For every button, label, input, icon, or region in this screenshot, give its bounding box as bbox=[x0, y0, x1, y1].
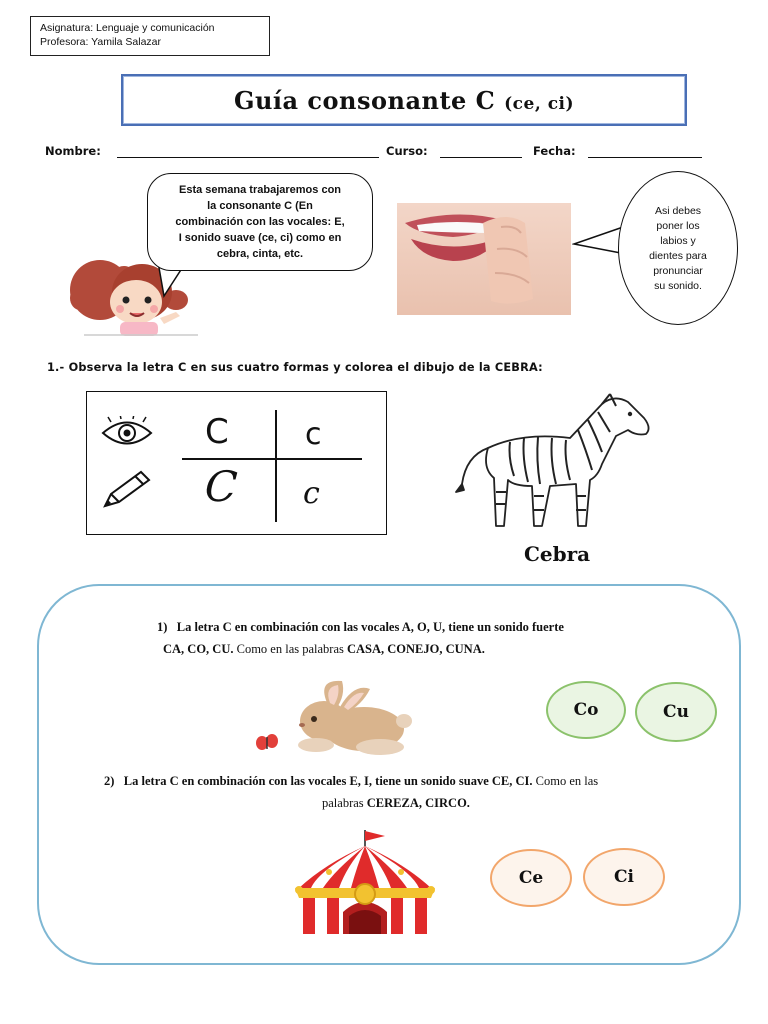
zebra-label: Cebra bbox=[524, 542, 591, 566]
rule-2-plain-b: palabras bbox=[322, 796, 367, 810]
bubble-right-line: pronunciar bbox=[653, 265, 703, 277]
name-blank[interactable] bbox=[117, 157, 379, 158]
lips-photo bbox=[397, 203, 571, 315]
name-label: Nombre: bbox=[45, 144, 101, 158]
course-label: Curso: bbox=[386, 144, 428, 158]
bubble-right-line: dientes para bbox=[649, 250, 707, 262]
syllable-cu: Cu bbox=[635, 682, 717, 742]
rule-1-plain: Como en las palabras bbox=[233, 642, 347, 656]
bubble-right-line: su sonido. bbox=[654, 280, 702, 292]
rule-1-bold-a: La letra C en combinación con las vocales A, O, U, tiene un sonido fuerte bbox=[176, 620, 564, 634]
rule-2-line-1 bbox=[104, 774, 598, 789]
letter-print-upper: C bbox=[205, 412, 229, 452]
rule-1-number: 1) bbox=[157, 620, 168, 634]
bubble-right-line: poner los bbox=[656, 220, 700, 232]
rule-1-examples: CASA, CONEJO, CUNA. bbox=[347, 642, 485, 656]
letter-print-lower: c bbox=[305, 417, 322, 452]
rule-1-bold-b: CA, CO, CU. bbox=[163, 642, 234, 656]
pencil-icon bbox=[101, 470, 153, 510]
title-main: Guía consonante C bbox=[233, 86, 496, 115]
zebra-illustration bbox=[452, 392, 658, 532]
bubble-left-line: Esta semana trabajaremos con bbox=[178, 184, 342, 196]
grid-horizontal-line bbox=[182, 458, 362, 460]
rule-2-number: 2) bbox=[104, 774, 115, 788]
worksheet-title bbox=[121, 74, 687, 126]
letter-forms-box bbox=[86, 391, 387, 535]
title-sub: (ce, ci) bbox=[504, 94, 575, 114]
bubble-left-line: cebra, cinta, etc. bbox=[216, 248, 304, 260]
circus-tent-illustration bbox=[285, 826, 445, 938]
rule-1-line-2 bbox=[163, 642, 485, 657]
student-info-row bbox=[45, 144, 715, 160]
bubble-left-line: combinación con las vocales: E, bbox=[175, 216, 345, 228]
letter-script-upper: C bbox=[203, 462, 239, 511]
subject-text: Asignatura: Lenguaje y comunicación bbox=[40, 22, 215, 34]
date-label: Fecha: bbox=[533, 144, 576, 158]
speech-bubble-right bbox=[618, 171, 738, 325]
bubble-right-line: labios y bbox=[660, 235, 696, 247]
course-blank[interactable] bbox=[440, 157, 522, 158]
rule-2-plain-a: Como en las bbox=[532, 774, 599, 788]
eye-icon bbox=[101, 416, 153, 450]
rule-2-line-2 bbox=[322, 796, 470, 811]
syllable-ce: Ce bbox=[490, 849, 572, 907]
letter-script-lower: c bbox=[303, 476, 320, 511]
teacher-text: Profesora: Yamila Salazar bbox=[40, 36, 162, 48]
rule-2-examples: CEREZA, CIRCO. bbox=[366, 796, 470, 810]
syllable-co: Co bbox=[546, 681, 626, 739]
rule-1-line-1 bbox=[157, 620, 564, 635]
rule-2-bold-a: La letra C en combinación con las vocales E, I, tiene un sonido suave CE, CI. bbox=[123, 774, 533, 788]
date-blank[interactable] bbox=[588, 157, 702, 158]
syllable-ci: Ci bbox=[583, 848, 665, 906]
subject-box bbox=[30, 16, 270, 56]
rabbit-illustration bbox=[254, 675, 420, 759]
bubble-left-line: I sonido suave (ce, ci) como en bbox=[178, 232, 342, 244]
bubble-right-line: Asi debes bbox=[654, 205, 702, 217]
speech-bubble-left bbox=[147, 173, 373, 271]
grid-vertical-line bbox=[275, 410, 277, 522]
instruction-1: 1.- Observa la letra C en sus cuatro formas y colorea el dibujo de la CEBRA: bbox=[47, 361, 543, 374]
bubble-left-line: la consonante C (En bbox=[207, 200, 313, 212]
butterfly-illustration bbox=[256, 734, 278, 750]
